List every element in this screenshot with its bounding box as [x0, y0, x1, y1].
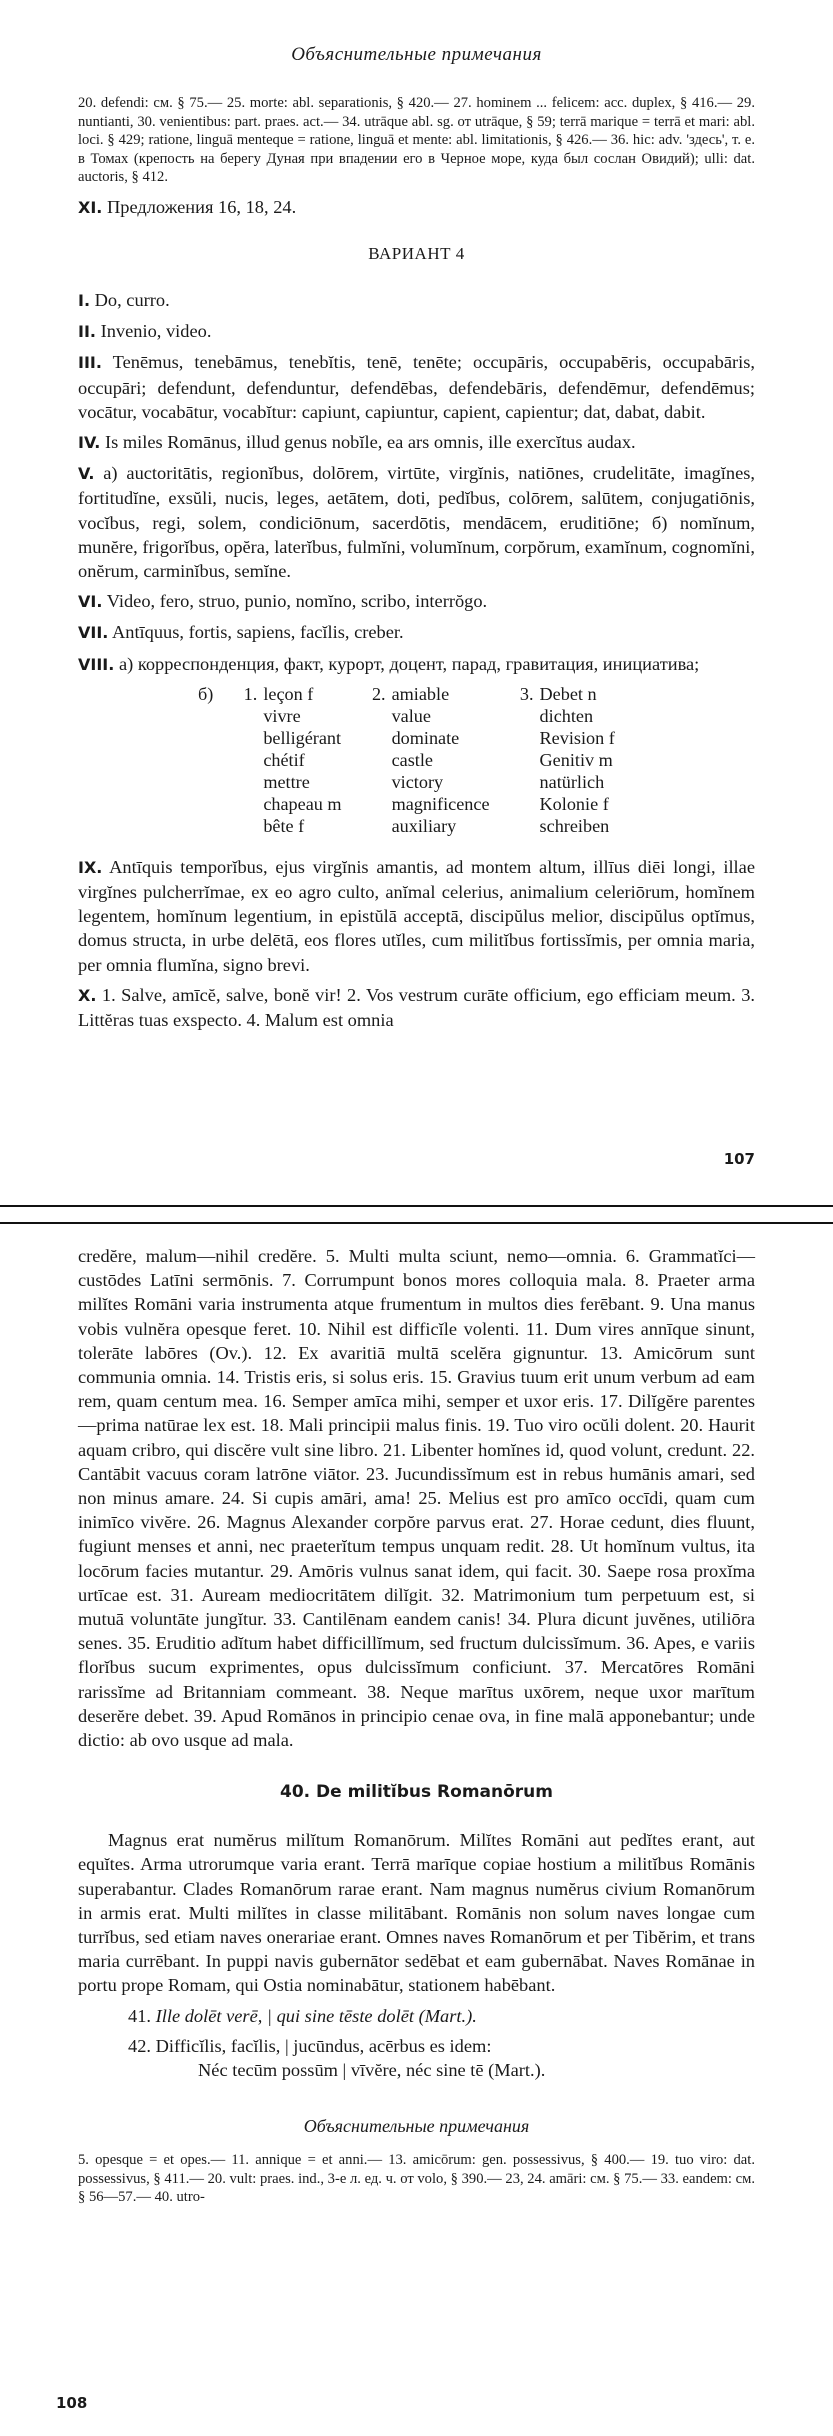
exercise-vi — [78, 589, 755, 614]
exercise-text: Tenēmus, tenebāmus, tenebĭtis, tenē, tenēte; occupāris, occupabēris, occupabāris, occupāri; defendunt, defenduntur, defendēbas, defendebāris, defendēmur, defendēmus; vocātur, vocabātur, vocabĭtur: capiunt, capiuntur, capient, capientur; dat, dabat, dabit. — [78, 352, 756, 422]
col3-word: Kolonie f — [539, 793, 609, 814]
col2-word: magnificence — [391, 793, 490, 814]
col3-number: 3. — [519, 683, 534, 704]
verse-41 — [78, 2004, 755, 2028]
section-title: 40. De militĭbus Romanōrum — [280, 1782, 553, 1803]
col1-number: 1. — [243, 683, 258, 704]
verse-number: 42. — [128, 2035, 151, 2056]
exercise-ii — [78, 319, 755, 344]
col2-word: amiable — [391, 683, 450, 704]
col3-word: schreiben — [539, 815, 610, 836]
col2-number: 2. — [371, 683, 386, 704]
col2-word: auxiliary — [391, 815, 457, 836]
page-108 — [0, 1222, 833, 2436]
exercise-text: Do, curro. — [94, 289, 170, 310]
exercise-number: IX. — [78, 857, 103, 877]
col2-word: value — [391, 705, 431, 726]
exercise-text: Invenio, video. — [100, 321, 212, 342]
exercise-number: VIII. — [78, 654, 115, 674]
exercise-text: Is miles Romānus, illud genus nobĭle, ea ars omnis, ille exercĭtus audax. — [104, 431, 636, 452]
col3-word: dichten — [539, 705, 594, 726]
col1-word: belligérant — [263, 727, 342, 748]
exercise-x — [78, 983, 755, 1032]
exercise-i — [78, 288, 755, 313]
exercise-number: X. — [78, 985, 97, 1005]
exercise-number: II. — [78, 322, 96, 342]
verse-number: 41. — [128, 2005, 151, 2026]
col1-word: chapeau m — [263, 793, 342, 814]
col2-word: victory — [391, 771, 444, 792]
exercise-iv — [78, 430, 755, 455]
exercise-number: I. — [78, 290, 91, 310]
exercises — [78, 195, 755, 1033]
verse-text: Difficĭlis, facĭlis, | jucūndus, acērbus es idem: — [155, 2035, 492, 2056]
col3-word: Genitiv m — [539, 749, 613, 770]
page-107 — [0, 0, 833, 1207]
notes-text: 5. opesque = et opes.— 11. annique = et anni.— 13. amicōrum: gen. possessivus, § 400.— 19. tuo viro: dat. possessivus, § 411.— 20. vult: praes. ind., 3-е л. ед. ч. от volo, § 390.— 23, 24. amāri: см. § 75.— 33. eandem: см. § 56—57.— 40. utro- — [78, 2152, 755, 2206]
page-number: 107 — [723, 1150, 755, 1168]
exercise-x-continued — [78, 1244, 755, 1752]
exercise-text: Antīquis temporĭbus, ejus virgĭnis amantis, ad montem altum, illīus diēi longi, illae virgĭnes pulcherrĭmae, ex eo agro culto, anĭmal celerius, animalium celeriōrum, homĭnem legentem, homĭnum legentium, in epistŭlā acceptā, discipŭlus melior, discipŭlus optĭmus, domus structa, in urbe delētā, eos flores utĭles, cum militĭbus fortissĭmis, per omnia maria, per omnia flumĭna, signo brevi. — [78, 856, 755, 975]
reading-passage — [78, 1828, 755, 2082]
explanatory-notes — [78, 94, 755, 187]
exercise-xi — [78, 195, 755, 220]
exercise-number: IV. — [78, 432, 101, 452]
col2-word: dominate — [391, 727, 460, 748]
col1-word: vivre — [263, 705, 301, 726]
verse-42-line2: Néc tecūm possūm | vīvĕre, néc sine tē (Mart.). — [198, 2060, 546, 2081]
exercise-text: a) auctoritātis, regionĭbus, dolōrem, virtūte, virgĭnis, natiōnes, crudelitāte, imagĭnes, fortitudĭne, exsŭli, nucis, leges, aetātem, doti, pedĭbus, colōrem, salūtem, conjugatiōnis, vocĭbus, regi, solem, condiciōnum, sacerdōtis, mendācem, eruditiōne; б) nomĭnum, munĕre, frigorĭbus, opĕra, laterĭbus, fulmĭni, volumĭnum, corpŏrum, examĭnum, cognomĭni, onĕrum, carminĭbus, semĭne. — [78, 463, 755, 581]
exercise-ix — [78, 855, 755, 977]
exercise-text: Antīquus, fortis, sapiens, facĭlis, creber. — [111, 622, 404, 643]
notes-text: 20. defendi: см. § 75.— 25. morte: abl. separationis, § 420.— 27. hominem ... felicem: acc. duplex, § 416.— 29. nuntianti, 30. venientibus: part. praes. act.— 34. utrāque abl. sg. от utrāque, § 59; terrā marique = terrā et mari: abl. loci. § 429; ratione, linguā menteque = ratione, linguā et mente: abl. limitationis, § 426.— 36. hic: adv. 'здесь', т. е. в Томах (крепость на берегу Дуная при впадении его в Черное море, куда был сослан Овидий); ulli: dat. auctoris, § 412. — [78, 95, 755, 185]
page-number: 108 — [56, 2394, 88, 2412]
exercise-number: VII. — [78, 623, 109, 643]
exercise-text: Video, fero, struo, punio, nomĭno, scribo, interrŏgo. — [106, 591, 488, 612]
reading-text: Magnus erat numĕrus milĭtum Romanōrum. Milĭtes Romāni aut pedĭtes erant, aut equĭtes. Arma utrorumque varia erant. Terrā marīque copiae hostium a militĭbus Romānis superabantur. Clades Romanōrum rarae erant. Nam magnus numĕrus civium Romanōrum in armis erat. Multi milĭtes in classe militābant. Romānis non solum naves longae cum turrĭbus, sed etiam naves onerariae erant. Omnes naves Romanōrum et per Tibĕrim, et trans maria currēbant. In puppi navis gubernātor sedēbat et eam gubernābat. Naves Romānae in portu prope Romam, qui Ostia nominabātur, stationem habēbant. — [78, 1830, 755, 1996]
variant-title: ВАРИАНТ 4 — [368, 243, 465, 263]
exercise-number: V. — [78, 464, 95, 484]
exercise-text: а) корреспонденция, факт, курорт, доцент, парад, гравитация, инициатива; — [118, 653, 700, 674]
exercise-text: 1. Salve, amīcĕ, salve, bonĕ vir! 2. Vos vestrum curāte officium, ego efficiam meum. 3. Littĕras tuas exspecto. 4. Malum est omnia — [78, 984, 755, 1030]
col3-word: Debet n — [539, 683, 597, 704]
verse-text: Ille dolēt verē, | qui sine tēste dolēt (Mart.). — [155, 2005, 477, 2026]
running-head: Объяснительные примечания — [291, 44, 542, 65]
exercise-iii — [78, 350, 755, 424]
exercise-number: VI. — [78, 592, 103, 612]
part-b-label: б) — [198, 683, 214, 704]
explanatory-notes — [78, 2151, 755, 2207]
col1-word: chétif — [263, 749, 305, 770]
exercise-number: III. — [78, 353, 102, 373]
col2-word: castle — [391, 749, 433, 770]
exercise-vii — [78, 620, 755, 645]
col1-word: mettre — [263, 771, 310, 792]
col1-word: leçon f — [263, 683, 314, 704]
exercise-v — [78, 461, 755, 583]
col3-word: natürlich — [539, 771, 605, 792]
notes-heading: Объяснительные примечания — [303, 2116, 530, 2137]
col3-word: Revision f — [539, 727, 615, 748]
col1-word: bête f — [263, 815, 305, 836]
exercise-viii — [78, 652, 755, 677]
exercise-text: Предложения 16, 18, 24. — [106, 196, 297, 217]
verse-42 — [78, 2034, 755, 2058]
exercise-number: XI. — [78, 197, 103, 217]
word-columns — [198, 683, 637, 837]
sentences-text: credĕre, malum—nihil credĕre. 5. Multi multa sciunt, nemo—omnia. 6. Grammatĭci—custōdes Latīni sermōnis. 7. Corrumpunt bonos mores colloquia mala. 8. Praeter arma milĭtes Romāni varia instrumenta atque frumentum in multos dies ferēbant. 9. Una manus vobis vulnĕra opesque feret. 10. Nihil est difficĭle volenti. 11. Dum vires annīque sinunt, tolerāte labōres (Ov.). 12. Ex avaritiā multā scelĕra gignuntur. 13. Amicōrum sunt communia omnia. 14. Tristis eris, si solus eris. 15. Gravius tuum erit unum verbum ad eam rem, quam centum mea. 16. Semper amīca mihi, semper et uxor eris. 17. Dilĭgĕre parentes—prima natūrae lex est. 18. Mali principii malus finis. 19. Tuo viro ocŭli dolent. 20. Haurit aquam cribro, qui discĕre vult sine libro. 21. Libenter homĭnes id, quod volunt, credunt. 22. Cantābit vacuus coram latrōne viātor. 23. Jucundissĭmum est in rebus humānis amari, sed non minus amare. 24. Si cupis amāri, ama! 25. Melius est pro amīco occīdi, quam cum inimīco vivĕre. 26. Magnus Alexander corpŏre parvus erat. 27. Horae cedunt, dies fluunt, fugiunt menses et anni, nec praeterĭtum tempus unquam redit. 28. Ut homĭnum vultus, ita locōrum facies mutantur. 29. Amōris vulnus sanat idem, qui facit. 30. Saepe rosa proxĭma urtīcae est. 31. Auream mediocritātem dilĭgit. 32. Matrimonium tum perpetuum est, si mutuā voluntāte jungĭtur. 33. Cantilēnam eandem canis! 34. Plura dicunt juvĕnes, utiliōra senes. 35. Eruditio adĭtum habet difficillĭmum, sed fructum dulcissĭmum. 36. Apes, e variis florĭbus sucum exprimentes, opus dulcissĭmum conficiunt. 37. Mercatōres Romāni rarissĭme ad Britanniam commeant. 38. Neque marītus uxōrem, neque uxor marītum deserĕre debet. 39. Apud Romānos in principio cenae ova, in fine malā apponebantur; unde dictio: ab ovo usque ad mala. — [78, 1246, 755, 1751]
